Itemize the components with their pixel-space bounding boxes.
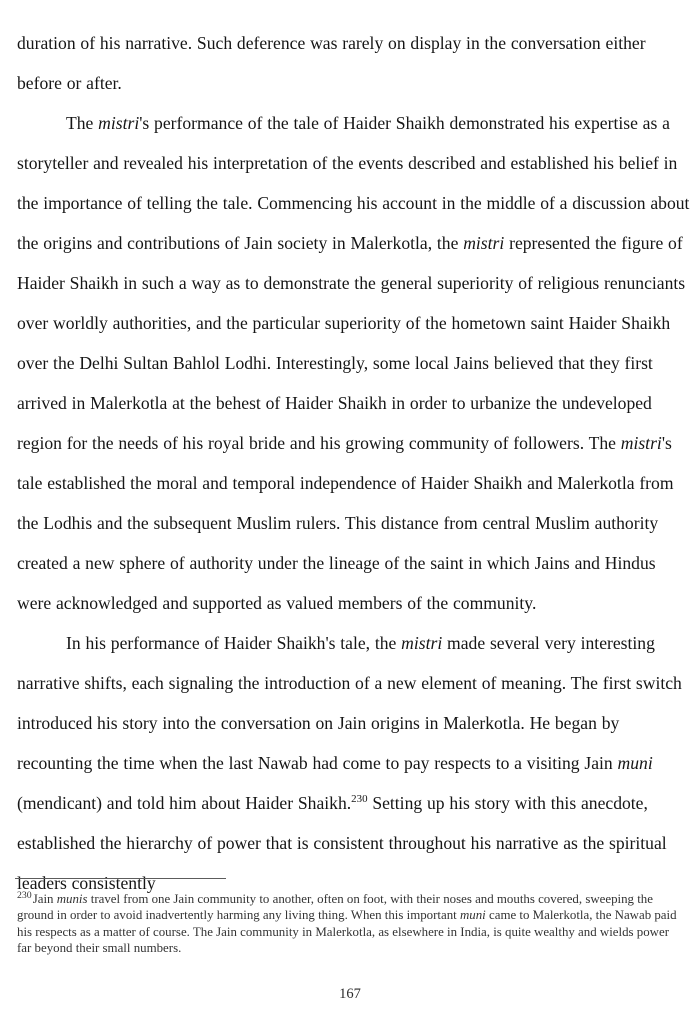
body-paragraph: [17, 23, 691, 103]
text-run: represented the figure of Haider Shaikh in such a way as to demonstrate the general superiority of religious renunciants over worldly authorities, and the particular superiority of the hometown saint Haider Shaikh over the Delhi Sultan Bahlol Lodhi. Interestingly, some local Jains believed that they first arrived in Malerkotla at the behest of Haider Shaikh in order to urbanize the undeveloped region for the needs of his royal bride and his growing community of followers. The: [17, 233, 686, 453]
page-number: 167: [339, 986, 361, 1002]
italic-term: munis: [56, 892, 88, 906]
text-run: Jain: [32, 892, 57, 906]
italic-term: mistri: [401, 633, 443, 653]
footnote-number: 230: [17, 889, 32, 901]
italic-term: muni: [617, 753, 653, 773]
text-run: 's tale established the moral and temporal independence of Haider Shaikh and Malerkotla from the Lodhis and the subsequent Muslim rulers. This distance from central Muslim authority created a new sphere of authority under the lineage of the saint in which Jains and Hindus were acknowledged and supported as valued members of the community.: [17, 433, 674, 613]
text-run: came to Malerkotla, the Nawab paid his respects as a matter of course. The Jain community in Malerkotla, as elsewhere in India, is quite wealthy and wields power far beyond their small numbers.: [17, 908, 677, 955]
text-run: 's performance of the tale of Haider Shaikh demonstrated his expertise as a storyteller and revealed his interpretation of the events described and established his belief in the importance of telling the tale. Commencing his account in the middle of a discussion about the origins and contributions of Jain society in Malerkotla, the: [17, 113, 690, 253]
text-run: duration of his narrative. Such deference was rarely on display in the conversation either before or after.: [17, 33, 646, 93]
footnote-230: [17, 891, 678, 956]
body-paragraphs-container: [17, 23, 691, 903]
body-paragraph: [17, 103, 691, 623]
body-text-block: [17, 23, 691, 903]
body-paragraph: [17, 623, 691, 903]
text-run: travel from one Jain community to another, often on foot, with their noses and mouths covered, sweeping the ground in order to avoid inadvertently harming any living thing. When this important: [17, 892, 653, 923]
text-run: made several very interesting narrative shifts, each signaling the introduction of a new element of meaning. The first switch introduced his story into the conversation on Jain origins in Malerkotla. He began by recounting the time when the last Nawab had come to pay respects to a visiting Jain: [17, 633, 682, 773]
text-run: The: [66, 113, 99, 133]
text-run: Setting up his story with this anecdote, established the hierarchy of power that is consistent throughout his narrative as the spiritual leaders consistently: [17, 793, 667, 893]
footnote-reference-marker: 230: [351, 793, 368, 806]
footnote-separator-rule: [15, 878, 226, 879]
italic-term: mistri: [463, 233, 505, 253]
text-run: (mendicant) and told him about Haider Shaikh.: [17, 793, 352, 813]
text-run: In his performance of Haider Shaikh's tale, the: [66, 633, 402, 653]
italic-term: mistri: [620, 433, 662, 453]
italic-term: muni: [459, 908, 486, 923]
italic-term: mistri: [98, 113, 140, 133]
